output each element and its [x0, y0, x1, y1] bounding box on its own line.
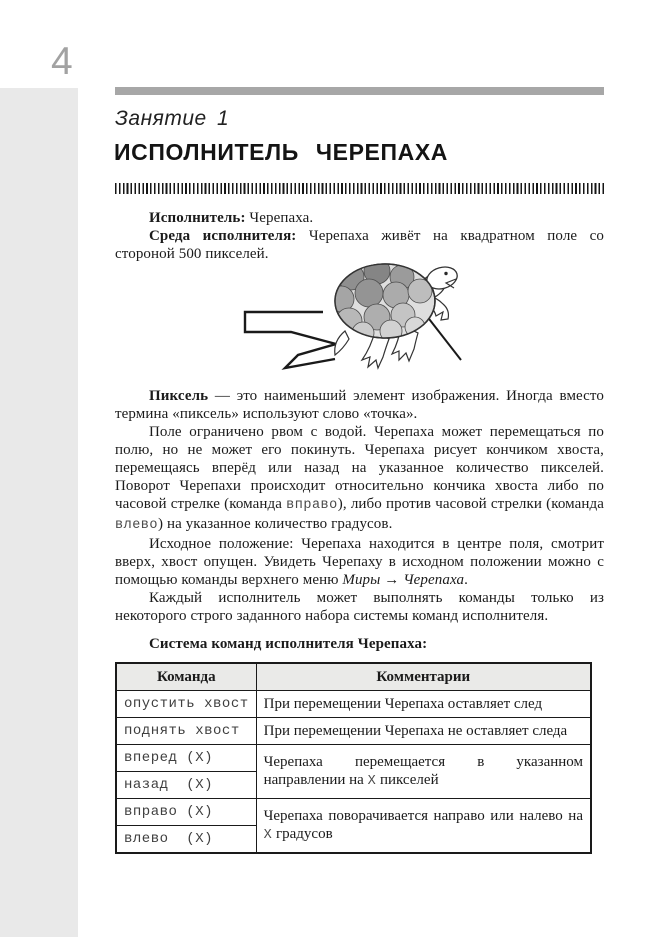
command-tail-down: опустить хвост: [116, 691, 256, 718]
command-forward: вперед (X): [116, 745, 256, 772]
executor-paragraph: [115, 209, 604, 227]
hatched-divider: [115, 183, 604, 194]
menu-path: Миры → Черепаха: [342, 572, 465, 588]
initial-position-period: .: [464, 572, 468, 588]
comment-move-x: X: [367, 773, 377, 789]
pixel-paragraph: [115, 387, 604, 423]
initial-position-text: Исходное положение: Черепаха находится в центре поля, смотрит вверх, хвост опущен. Увидеть Черепаху в исходном положении можно с помощью команды верхнего меню: [115, 536, 604, 588]
comment-move: [256, 745, 591, 799]
lesson-label: Занятие 1: [115, 107, 230, 130]
comment-move-text-2: пикселей: [376, 771, 439, 788]
top-rule-bar: [115, 87, 604, 95]
environment-label: Среда исполнителя:: [149, 228, 297, 244]
turtle-trail-line: [245, 312, 336, 368]
column-header-command: Команда: [116, 663, 256, 691]
comment-turn-text-1: Черепаха поворачивается направо или налево на: [263, 807, 583, 824]
executor-value: Черепаха.: [245, 210, 314, 226]
table-row: [116, 745, 591, 772]
table-header-row: [116, 663, 591, 691]
command-left-inline: влево: [115, 518, 159, 533]
table-row: [116, 799, 591, 826]
command-left: влево (X): [116, 826, 256, 854]
column-header-comments: Комментарии: [256, 663, 591, 691]
table-row: [116, 691, 591, 718]
comment-turn-x: X: [263, 827, 273, 843]
command-tail-up: поднять хвост: [116, 718, 256, 745]
command-right-inline: вправо: [286, 498, 338, 513]
turtle-stick-line: [426, 315, 461, 360]
field-text-2: ), либо против часовой стрелки (команда: [337, 496, 604, 512]
turtle-illustration: [233, 263, 468, 375]
page-title: ИСПОЛНИТЕЛЬ ЧЕРЕПАХА: [114, 139, 448, 165]
pixel-definition: — это наименьший элемент изображения. Иногда вместо термина «пиксель» используют слово «точка».: [115, 388, 604, 422]
field-text-3: ) на указанное количество градусов.: [158, 516, 393, 532]
page-number: 4: [51, 40, 73, 83]
field-paragraph: [115, 423, 604, 535]
left-margin-strip: [0, 88, 78, 937]
command-back: назад (X): [116, 772, 256, 799]
turtle-icon: [328, 263, 460, 368]
comment-turn-text-2: градусов: [272, 825, 333, 842]
command-right: вправо (X): [116, 799, 256, 826]
initial-position-paragraph: [115, 535, 604, 589]
turtle-eye: [444, 272, 447, 275]
field-text-1: Поле ограничено рвом с водой. Черепаха может перемещаться по полю, но не может его покинуть. Черепаха рисует кончиком хвоста, перемещаясь вперёд или назад на указанное количество пикселей. Поворот Черепахи происходит относительно кончика хвоста либо по часовой стрелке (команда: [115, 424, 604, 512]
pixel-term: Пиксель: [149, 388, 209, 404]
executor-label: Исполнитель:: [149, 210, 246, 226]
comment-tail-down: При перемещении Черепаха оставляет след: [256, 691, 591, 718]
comment-move-text-1: Черепаха перемещается в указанном направлении на: [263, 753, 583, 788]
table-caption: Система команд исполнителя Черепаха:: [149, 636, 428, 652]
page-body: [115, 209, 604, 854]
rules-paragraph: Каждый исполнитель может выполнять команды только из некоторого строго заданного набора системы команд исполнителя.: [115, 590, 604, 624]
comment-turn: [256, 799, 591, 854]
commands-table: [115, 662, 592, 854]
comment-tail-up: При перемещении Черепаха не оставляет следа: [256, 718, 591, 745]
table-row: [116, 718, 591, 745]
turtle-figure: [115, 263, 604, 375]
environment-paragraph: [115, 227, 604, 263]
environment-value: Черепаха живёт на квадратном поле со стороной 500 пикселей.: [115, 228, 604, 262]
